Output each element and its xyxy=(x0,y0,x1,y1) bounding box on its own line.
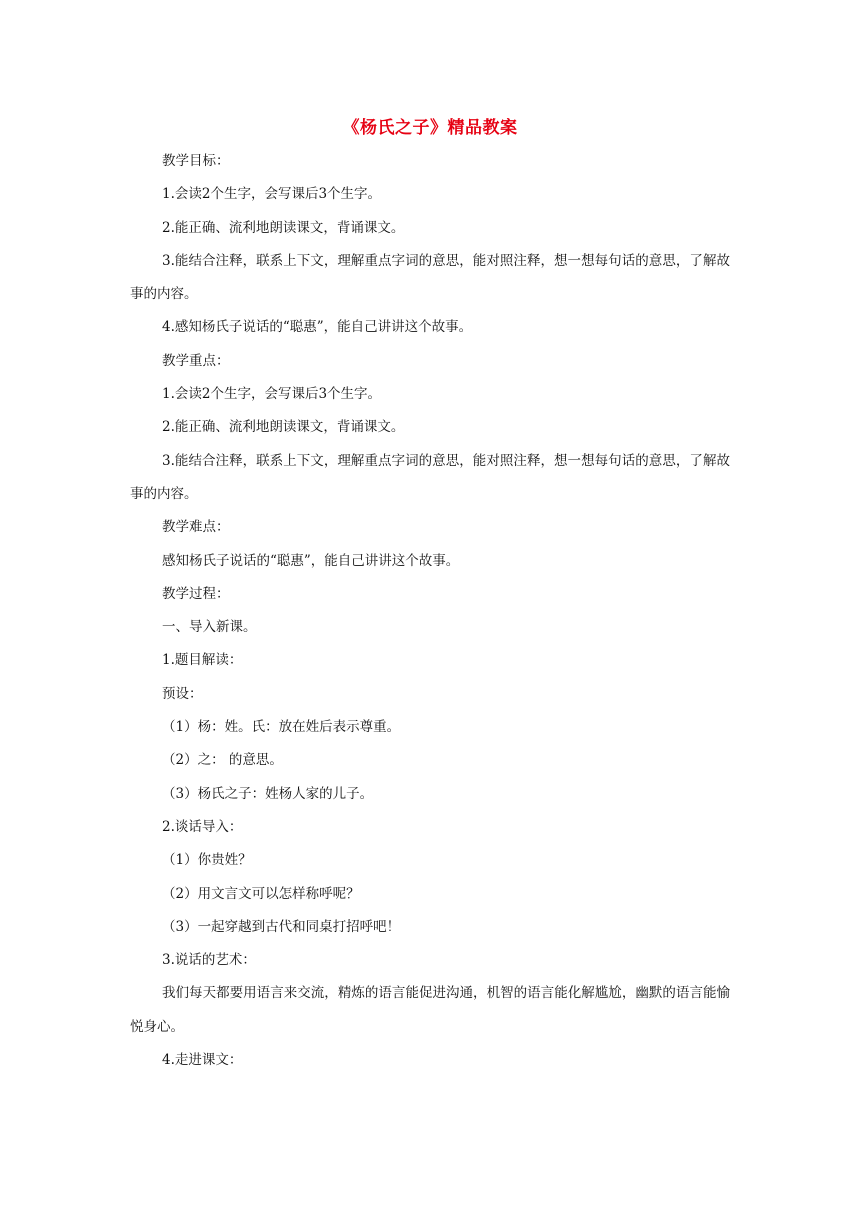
preset-item-3: （3）杨氏之子：姓杨人家的儿子。 xyxy=(162,785,374,802)
talk-item-1: （1）你贵姓？ xyxy=(162,852,252,869)
heading-key-points: 教学重点： xyxy=(162,352,230,369)
goal-item-2: 2.能正确、流利地朗读课文，背诵课文。 xyxy=(162,219,405,236)
step-talk-introduction: 2.谈话导入： xyxy=(162,818,243,835)
heading-teaching-goals: 教学目标： xyxy=(162,153,230,169)
goal-item-4: 4.感知杨氏子说话的“聪惠”，能自己讲讲这个故事。 xyxy=(162,319,473,336)
talk-item-2: （2）用文言文可以怎样称呼呢？ xyxy=(162,885,360,902)
step-title-interpretation: 1.题目解读： xyxy=(162,652,243,669)
preset-item-2: （2）之： 的意思。 xyxy=(162,752,283,769)
goal-item-1: 1.会读2个生字，会写课后3个生字。 xyxy=(162,186,382,203)
preset-label: 预设： xyxy=(162,685,203,702)
section-introduction: 一、导入新课。 xyxy=(162,619,257,636)
key-point-item-1: 1.会读2个生字，会写课后3个生字。 xyxy=(162,386,382,403)
key-point-item-2: 2.能正确、流利地朗读课文，背诵课文。 xyxy=(162,419,405,436)
difficulty-item: 感知杨氏子说话的“聪惠”，能自己讲讲这个故事。 xyxy=(162,552,460,569)
goal-item-3: 3.能结合注释，联系上下文，理解重点字词的意思，能对照注释，想一想每句话的意思，了解故事的内容。 xyxy=(130,252,730,303)
document-body xyxy=(130,112,730,1077)
heading-teaching-process: 教学过程： xyxy=(162,585,230,602)
key-point-item-3: 3.能结合注释，联系上下文，理解重点字词的意思，能对照注释，想一想每句话的意思，了解故事的内容。 xyxy=(130,452,730,502)
talk-item-3: （3）一起穿越到古代和同桌打招呼吧！ xyxy=(162,918,401,935)
heading-difficulties: 教学难点： xyxy=(162,519,230,536)
document-title: 《杨氏之子》精品教案 xyxy=(342,118,518,138)
step-enter-text: 4.走进课文： xyxy=(162,1052,243,1069)
art-of-speech-text: 我们每天都要用语言来交流，精炼的语言能促进沟通，机智的语言能化解尴尬，幽默的语言能愉悦身心。 xyxy=(130,985,730,1035)
preset-item-1: （1）杨：姓。氏：放在姓后表示尊重。 xyxy=(162,719,401,736)
step-art-of-speech: 3.说话的艺术： xyxy=(162,952,256,969)
